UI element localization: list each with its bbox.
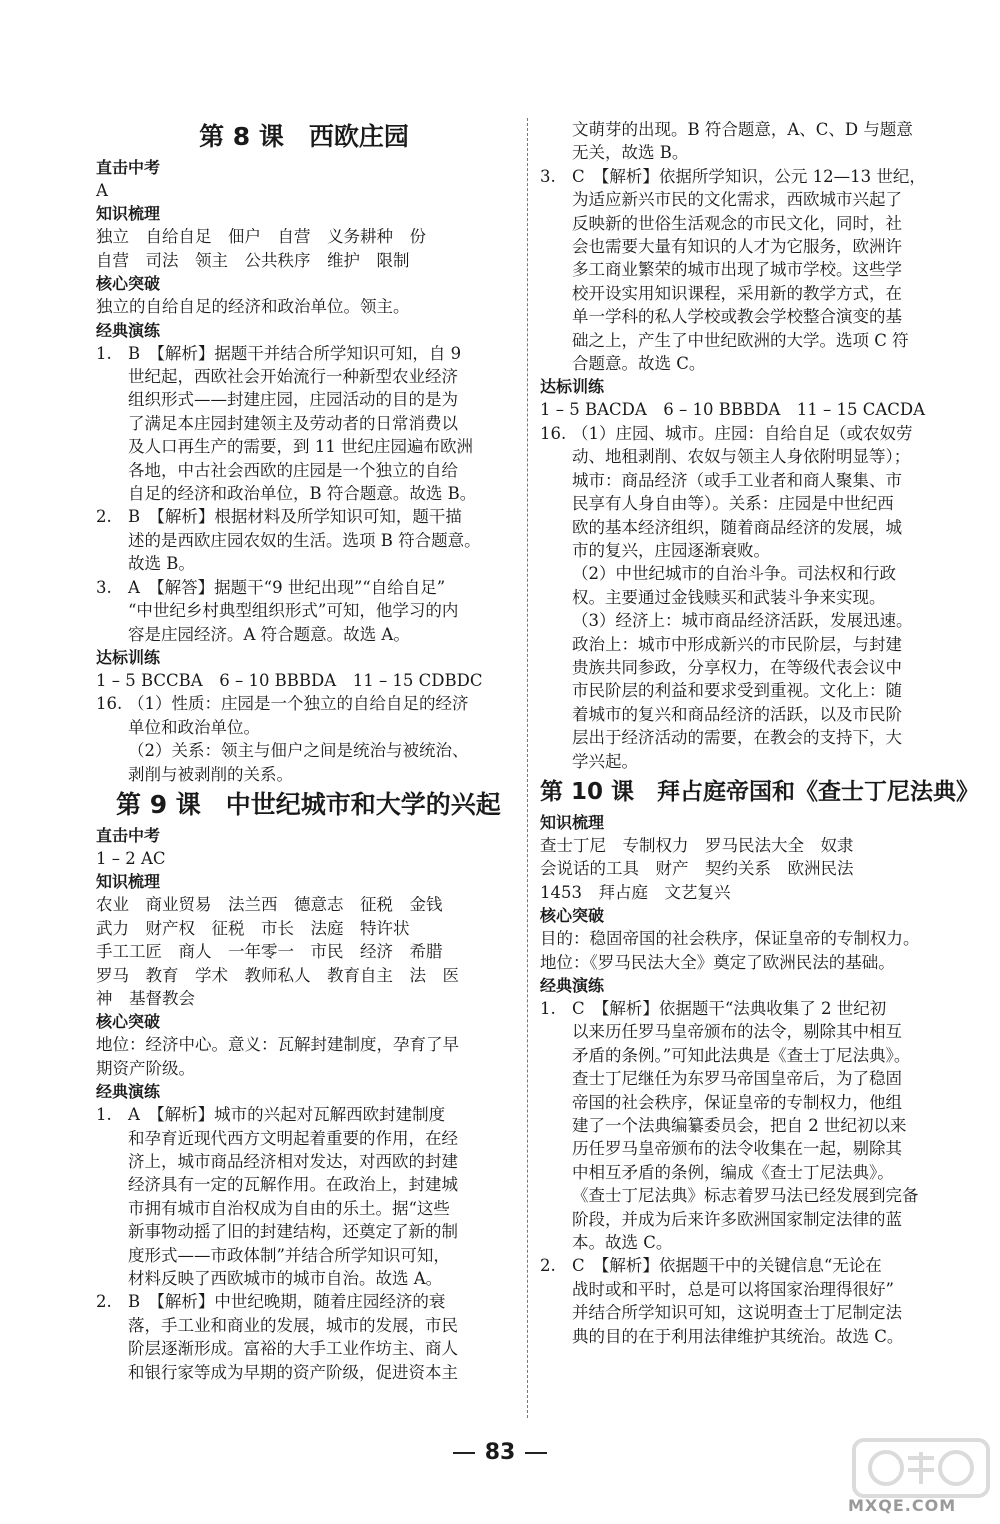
answer-item [96, 692, 512, 786]
right-column [540, 118, 980, 1348]
text-line: 以来历任罗马皇帝颁布的法令，剔除其中相互 [572, 1022, 902, 1042]
text-line: 各地，中古社会西欧的庄园是一个独立的自给 [128, 460, 458, 480]
column-divider [527, 118, 528, 1418]
text-line: 础之上，产生了中世纪欧洲的大学。选项 C 符 [572, 330, 909, 350]
text-line: 校开设实用知识课程，采用新的教学方式，在 [572, 283, 902, 303]
item-number: 16. [96, 694, 123, 714]
lesson10-title: 第 10 课 拜占庭帝国和《查士丁尼法典》 [540, 778, 980, 805]
text-line: 中相互矛盾的条例，编成《查士丁尼法典》。 [572, 1162, 894, 1182]
text-line: 和孕育近现代西方文明起着重要的作用，在经 [128, 1128, 458, 1148]
page-number-text: 83 [484, 1440, 516, 1465]
text-line: 农业 商业贸易 法兰西 德意志 征税 金钱 [96, 895, 443, 915]
answer-item [96, 1290, 512, 1384]
text-line: 了满足本庄园封建领主及劳动者的日常消费以 [128, 413, 458, 433]
text-line: 单一学科的私人学校或教会学校整合演变的基 [572, 307, 902, 327]
text-line: 故选 B。 [128, 554, 195, 574]
text-line: 并结合所学知识可知，这说明查士丁尼制定法 [572, 1303, 902, 1323]
dash-right [525, 1452, 547, 1454]
text-line: 会说话的工具 财产 契约关系 欧洲民法 [540, 859, 854, 879]
text-line: （2）关系：领主与佃户之间是统治与被统治、 [128, 741, 469, 761]
text-line: 建了一个法典编纂委员会，把自 2 世纪初以来 [572, 1116, 907, 1136]
text-line: A 【解答】据题干“9 世纪出现”“自给自足” [128, 577, 446, 597]
text-line: 手工工匠 商人 一年零一 市民 经济 希腊 [96, 942, 443, 962]
watermark-text: MXQE.COM [848, 1496, 957, 1515]
text-line: 本。故选 C。 [572, 1233, 673, 1253]
text-line: 历任罗马皇帝颁布的法令收集在一起，剔除其 [572, 1139, 902, 1159]
text-line: 地位：《罗马民法大全》奠定了欧洲民法的基础。 [540, 952, 895, 972]
text-line: 材料反映了西欧城市的城市自治。故选 A。 [128, 1269, 443, 1289]
answer-item [540, 1254, 960, 1348]
text-line: 地位：经济中心。意义：瓦解封建制度，孕育了早 [96, 1035, 459, 1055]
text-line: 自足的经济和政治单位，B 符合题意。故选 B。 [128, 484, 477, 504]
text-line: 会也需要大量有知识的人才为它服务，欧洲许 [572, 237, 902, 257]
text-line: 组织形式——封建庄园，庄园活动的目的是为 [128, 390, 458, 410]
text-line: 为适应新兴市民的文化需求，西欧城市兴起了 [572, 190, 902, 210]
text-line: 无关，故选 B。 [572, 143, 689, 163]
text-line: 罗马 教育 学术 教师私人 教育自主 法 医 [96, 965, 459, 985]
text-line: 独立 自给自足 佃户 自营 义务耕种 份 [96, 227, 426, 247]
lesson8-section-dabiao: 达标训练 [96, 647, 161, 667]
text-line: 动、地租剥削、农奴与领主人身依附明显等）； [572, 447, 911, 467]
text-line: 自营 司法 领主 公共秩序 维护 限制 [96, 250, 410, 270]
text-line: C 【解析】依据所学知识，公元 12—13 世纪， [572, 166, 926, 186]
text-line: 查士丁尼 专制权力 罗马民法大全 奴隶 [540, 835, 854, 855]
lesson9-section-zhiji: 直击中考 [96, 825, 161, 845]
dash-left [453, 1452, 475, 1454]
text-line: B 【解析】根据材料及所学知识可知，题干描 [128, 507, 462, 527]
text-line: 单位和政治单位。 [128, 717, 260, 737]
answer-item [96, 1103, 512, 1290]
text-line: 民享有人身自由等）。关系：庄园是中世纪西 [572, 494, 894, 514]
text-line: 市的复兴，庄园逐渐衰败。 [572, 540, 770, 560]
text-line: 目的：稳固帝国的社会秩序，保证皇帝的专制权力。 [540, 929, 920, 949]
item-number: 1. [96, 343, 112, 363]
answer-item [540, 422, 960, 773]
text-line: 1 – 5 BCCBA 6 – 10 BBBDA 11 – 15 CDBDC [96, 670, 483, 690]
text-line: 典的目的在于利用法律维护其统治。故选 C。 [572, 1326, 904, 1346]
text-line: 独立的自给自足的经济和政治单位。领主。 [96, 297, 410, 317]
answer-item-continued [540, 118, 960, 165]
text-line: （3）经济上：城市商品经济活跃，发展迅速。 [572, 611, 913, 631]
text-line: 世纪起，西欧社会开始流行一种新型农业经济 [128, 367, 458, 387]
text-line: 多工商业繁荣的城市出现了城市学校。这些学 [572, 260, 902, 280]
text-line: 1 – 5 BACDA 6 – 10 BBBDA 11 – 15 CACDA [540, 400, 926, 420]
lesson8-section-zhiji: 直击中考 [96, 158, 161, 177]
text-line: 《查士丁尼法典》标志着罗马法已经发展到完备 [572, 1186, 919, 1206]
lesson8-section-zhishi: 知识梳理 [96, 204, 161, 224]
text-line: 和银行家等成为早期的资产阶级，促进资本主 [128, 1362, 458, 1382]
item-number: 2. [96, 1292, 112, 1312]
text-line: 1453 拜占庭 文艺复兴 [540, 882, 731, 902]
item-number: 2. [540, 1256, 556, 1276]
text-line: 学兴起。 [572, 751, 638, 771]
lesson8-section-jingdian: 经典演练 [96, 320, 161, 340]
text-line: 武力 财产权 征税 市长 法庭 特许状 [96, 918, 410, 938]
lesson8-title: 第 8 课 西欧庄园 [199, 122, 409, 151]
text-line: B 【解析】据题干并结合所学知识可知，自 9 [128, 343, 462, 363]
text-line: 层出于经济活动的需要，在教会的支持下，大 [572, 728, 902, 748]
lesson8-section-hexin: 核心突破 [96, 274, 161, 294]
text-line: A [96, 181, 108, 200]
left-column [96, 118, 512, 1384]
item-number: 2. [96, 507, 112, 527]
text-line: 剥削与被剥削的关系。 [128, 764, 293, 784]
text-line: （2）中世纪城市的自治斗争。司法权和行政 [572, 564, 896, 584]
answer-item [96, 342, 512, 506]
text-line: 权。主要通过金钱赎买和武装斗争来实现。 [572, 587, 886, 607]
text-line: 反映新的世俗生活观念的市民文化，同时，社 [572, 213, 902, 233]
text-line: （1）性质：庄园是一个独立的自给自足的经济 [128, 694, 469, 714]
text-line: 着城市的复兴和商品经济的活跃，以及市民阶 [572, 704, 902, 724]
lesson10-section-jingdian: 经典演练 [540, 976, 605, 995]
text-line: 贵族共同参政，分享权力，在等级代表会议中 [572, 657, 902, 677]
text-line: 容是庄园经济。A 符合题意。故选 A。 [128, 624, 410, 644]
text-line: 城市：商品经济（或手工业者和商人聚集、市 [572, 470, 902, 490]
text-line: 矛盾的条例。”可知此法典是《查士丁尼法典》。 [572, 1045, 911, 1065]
text-line: 阶层逐渐形成。富裕的大手工业作坊主、商人 [128, 1339, 458, 1359]
text-line: A 【解析】城市的兴起对瓦解西欧封建制度 [128, 1105, 446, 1125]
text-line: B 【解析】中世纪晚期，随着庄园经济的衰 [128, 1292, 446, 1312]
text-line: 新事物动摇了旧的封建结构，还奠定了新的制 [128, 1222, 458, 1242]
text-line: 神 基督教会 [96, 988, 195, 1008]
text-line: 度形式——市政体制”并结合所学知识可知， [128, 1245, 450, 1265]
answer-item [96, 576, 512, 646]
answer-item [96, 505, 512, 575]
text-line: C 【解析】依据题干“法典收集了 2 世纪初 [572, 999, 887, 1018]
text-line: 查士丁尼继任为东罗马帝国皇帝后，为了稳固 [572, 1069, 902, 1089]
text-line: 欧的基本经济组织，随着商品经济的发展，城 [572, 517, 902, 537]
item-number: 3. [96, 577, 112, 597]
text-line: 阶段，并成为后来许多欧洲国家制定法律的蓝 [572, 1209, 902, 1229]
answer-item [540, 997, 960, 1254]
text-line: 市拥有城市自治权成为自由的乐土。据“这些 [128, 1198, 450, 1218]
lesson9-section-dabiao: 达标训练 [540, 377, 605, 397]
lesson9-section-zhishi: 知识梳理 [96, 872, 161, 892]
text-line: （1）庄园、城市。庄园：自给自足（或农奴劳 [572, 423, 913, 443]
text-line: 落，手工业和商业的发展，城市的发展，市民 [128, 1315, 458, 1335]
text-line: 期资产阶级。 [96, 1058, 195, 1078]
lesson9-title: 第 9 课 中世纪城市和大学的兴起 [116, 789, 501, 819]
text-line: 述的是西欧庄园农奴的生活。选项 B 符合题意。 [128, 530, 481, 550]
text-line: 战时或和平时，总是可以将国家治理得很好” [572, 1279, 894, 1299]
answer-item [540, 165, 960, 376]
text-line: 济上，城市商品经济相对发达，对西欧的封建 [128, 1152, 458, 1171]
text-line: 合题意。故选 C。 [572, 354, 706, 374]
lesson10-section-hexin: 核心突破 [540, 906, 605, 926]
text-line: C 【解析】依据题干中的关键信息“无论在 [572, 1256, 882, 1276]
text-line: 帝国的社会秩序，保证皇帝的专制权力，他组 [572, 1092, 902, 1112]
text-line: 市民阶层的利益和要求受到重视。文化上：随 [572, 681, 902, 701]
item-number: 16. [540, 423, 567, 443]
text-line: “中世纪乡村典型组织形式”可知，他学习的内 [128, 601, 459, 621]
text-line: 经济具有一定的瓦解作用。在政治上，封建城 [128, 1175, 458, 1195]
lesson9-section-hexin: 核心突破 [96, 1012, 161, 1032]
item-number: 1. [96, 1105, 112, 1125]
item-number: 3. [540, 166, 556, 186]
item-number: 1. [540, 999, 556, 1018]
lesson9-section-jingdian: 经典演练 [96, 1082, 161, 1102]
text-line: 政治上：城市中形成新兴的市民阶层，与封建 [572, 634, 902, 654]
text-line: 1 – 2 AC [96, 848, 166, 868]
lesson10-section-zhishi: 知识梳理 [540, 812, 605, 832]
text-line: 及人口再生产的需要，到 11 世纪庄园遍布欧洲 [128, 437, 473, 457]
text-line: 文萌芽的出现。B 符合题意，A、C、D 与题意 [572, 120, 913, 139]
